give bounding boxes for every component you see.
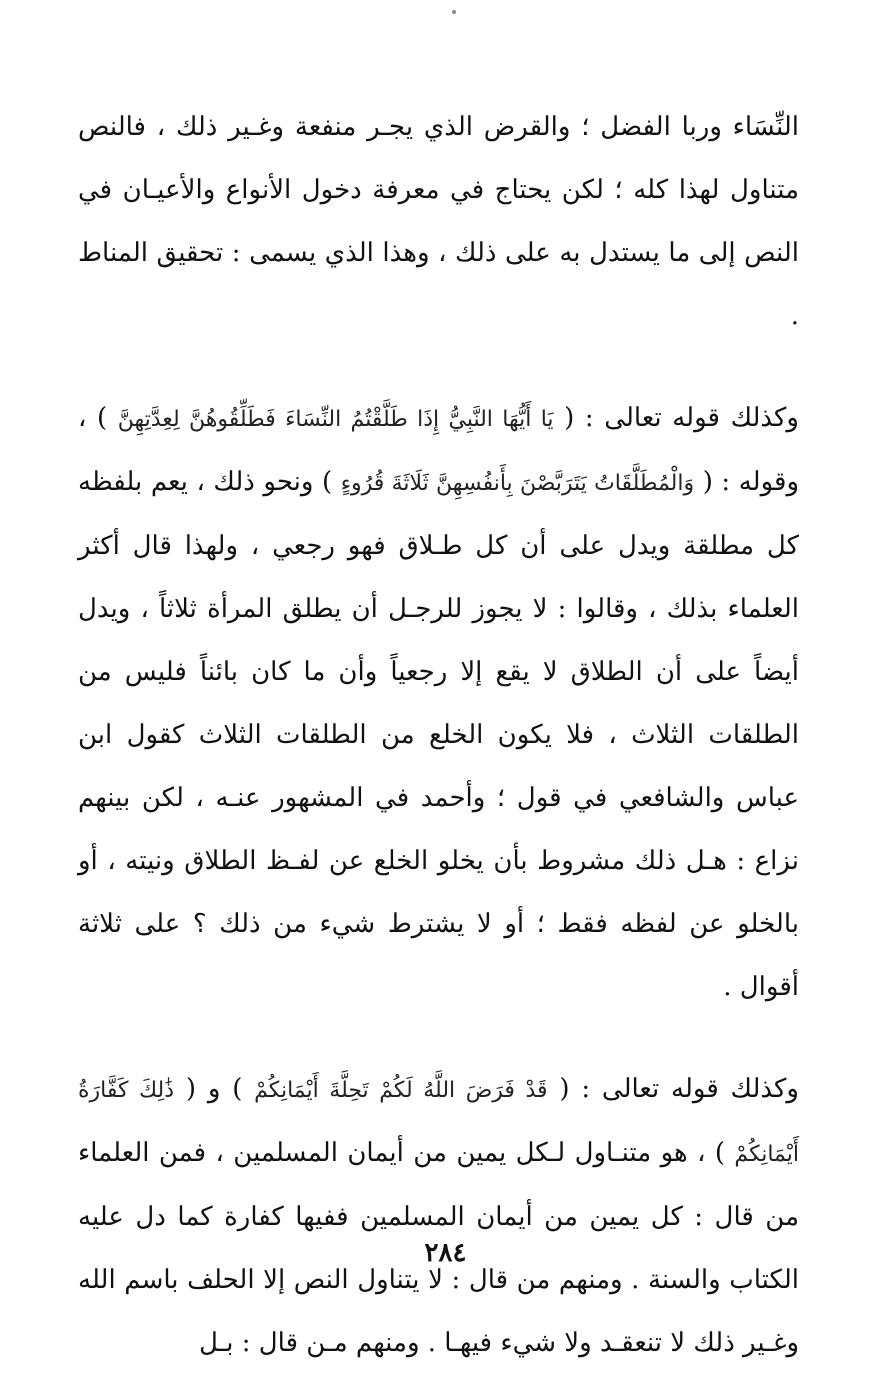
- page-body: [78, 96, 799, 1358]
- quran-verse: قَدْ فَرَضَ اللَّهُ لَكُمْ تَحِلَّةَ أَيْمَانِكُمْ: [254, 1078, 548, 1103]
- quran-verse: ذَٰلِكَ كَفَّارَةُ أَيْمَانِكُمْ: [78, 1078, 799, 1167]
- top-mark: [452, 10, 456, 14]
- body-text: ) و (: [174, 1074, 255, 1104]
- quran-verse: وَالْمُطَلَّقَاتُ يَتَرَبَّصْنَ بِأَنفُسِهِنَّ ثَلَاثَةَ قُرُوءٍ: [340, 471, 695, 496]
- body-text: النِّسَاء وربا الفضل ؛ والقرض الذي يجـر منفعة وغـير ذلك ، فالنص متناول لهذا كله ؛ لكن يحتاج في معرفة دخول الأنواع والأعيـان في النص إلى ما يستدل به على ذلك ، وهذا الذي يسمى : تحقيق المناط .: [78, 112, 799, 331]
- body-text: ) ، وقوله : (: [78, 403, 799, 497]
- body-text: وكذلك قوله تعالى : (: [547, 1074, 799, 1104]
- paragraph-2: [78, 387, 799, 1019]
- paragraph-3: [78, 1058, 799, 1375]
- body-text: وكذلك قوله تعالى : (: [553, 403, 799, 433]
- quran-verse: يَا أَيُّهَا النَّبِيُّ إِذَا طَلَّقْتُمُ النِّسَاءَ فَطَلِّقُوهُنَّ لِعِدَّتِهِنَّ: [117, 407, 554, 432]
- body-text: ) ، هو متنـاول لـكل يمين من أيمان المسلمين ، فمن العلماء من قال : كل يمين من أيمان المسلمين ففيها كفارة كما دل عليه الكتاب والسنة . ومنهم من قال : لا يتناول النص إلا الحلف باسم الله وغـير ذلك لا تنعقـد ولا شيء فيهـا . ومنهم مـن قال : بـل: [78, 1138, 799, 1358]
- body-text: ) ونحو ذلك ، يعم بلفظه كل مطلقة ويدل على أن كل طـلاق فهو رجعي ، ولهذا قال أكثر العلماء بذلك ، وقالوا : لا يجوز للرجـل أن يطلق المرأة ثلاثاً ، ويدل أيضاً على أن الطلاق لا يقع إلا رجعياً وأن ما كان بائناً فليس من الطلقات الثلاث ، فلا يكون الخلع من الطلقات الثلاث كقول ابن عباس والشافعي في قول ؛ وأحمد في المشهور عنـه ، لكن بينهم نزاع : هـل ذلك مشروط بأن يخلو الخلع عن لفـظ الطلاق ونيته ، أو بالخلو عن لفظه فقط ؛ أو لا يشترط شيء من ذلك ؟ على ثلاثة أقوال .: [78, 467, 799, 1002]
- paragraph-1: [78, 96, 799, 348]
- page-number: ٢٨٤: [424, 1238, 467, 1268]
